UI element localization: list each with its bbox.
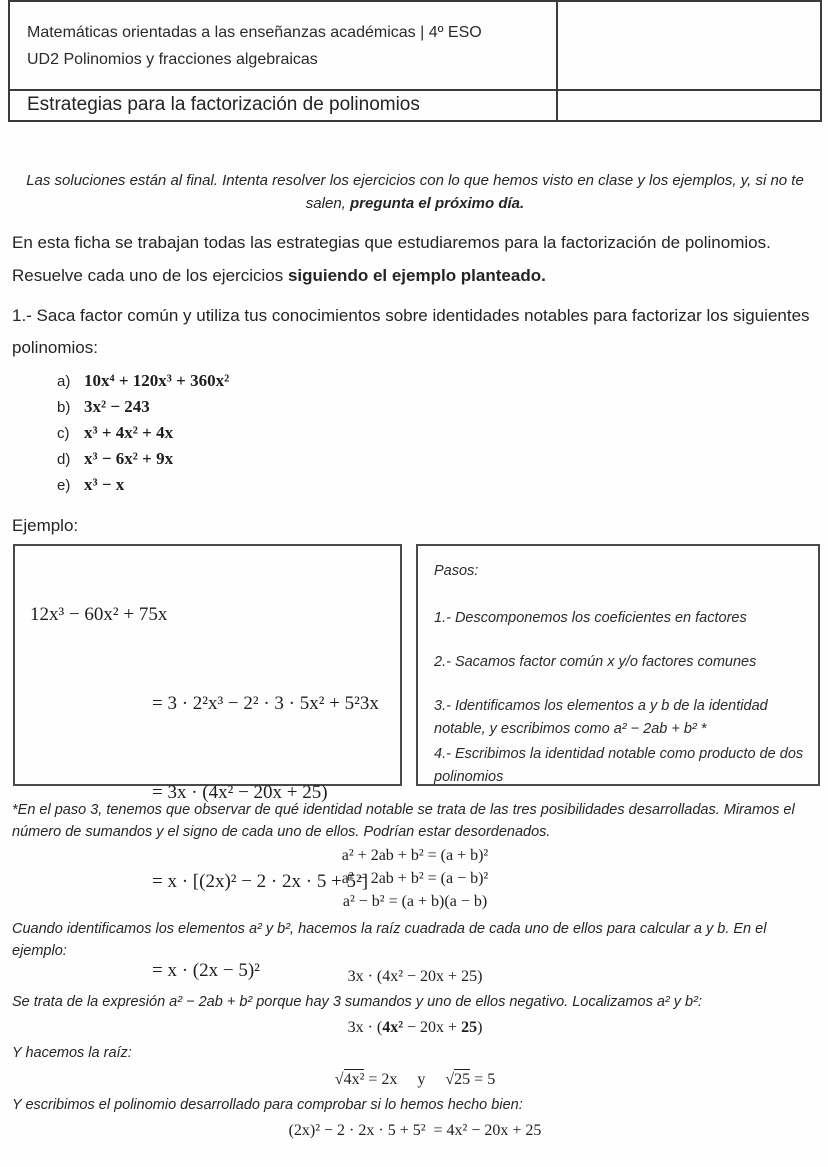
header-table: [8, 0, 822, 122]
footnote-section: [0, 799, 828, 1141]
expression-pre: 3x · (: [347, 1019, 383, 1036]
course-info-cell: [9, 1, 557, 90]
steps-title: Pasos:: [434, 563, 479, 579]
steps-item-1: 1.- Descomponemos los coeficientes en factores: [434, 610, 747, 626]
footnote-paragraph-4: Y hacemos la raíz:: [12, 1045, 132, 1061]
radical-sign: √: [445, 1071, 455, 1088]
worked-example-start: 12x³ − 60x² + 75x: [30, 604, 168, 625]
expression-mid: − 20x +: [403, 1019, 462, 1036]
identity-text: a² − b² = (a + b)(a − b): [342, 893, 488, 910]
page-content: [0, 169, 828, 536]
worked-example-step-3: = x · [(2x)² − 2 · 2x · 5 + 5²]: [152, 871, 369, 892]
header-row-course: [9, 1, 821, 90]
header-logo-cell: [557, 1, 821, 90]
identity-text: a² − 2ab + b² = (a − b)²: [341, 870, 489, 887]
expression-b-squared: 25: [461, 1019, 478, 1036]
expression-text: 3x · (4x² − 20x + 25): [347, 968, 483, 985]
intro-note-bold: pregunta el próximo día.: [350, 195, 525, 212]
root-result-2: = 5: [470, 1071, 496, 1088]
example-label: Ejemplo:: [12, 516, 79, 535]
radicand-4x2: 4x²: [343, 1071, 365, 1088]
header-blank-cell: [557, 90, 821, 121]
description-paragraph: [12, 226, 802, 292]
polynomial-expression: x³ + 4x² + 4x: [84, 423, 174, 442]
steps-box: [416, 544, 820, 786]
exercise-1-list: [57, 371, 818, 501]
conjunction-y: y: [417, 1071, 426, 1088]
polynomial-expression: x³ − 6x² + 9x: [84, 449, 174, 468]
doc-title: Estrategias para la factorización de polinomios: [9, 90, 557, 121]
item-letter: d): [57, 451, 71, 468]
identity-formula-diff: [12, 868, 818, 889]
exercise-item-b: [57, 397, 818, 423]
exercise-1-prompt: 1.- Saca factor común y utiliza tus conocimientos sobre identidades notables para factorizar los siguientes polinomios:: [12, 306, 810, 357]
steps-item-2: 2.- Sacamos factor común x y/o factores comunes: [434, 654, 757, 670]
worked-example-step-4: = x · (2x − 5)²: [152, 960, 260, 981]
polynomial-expression: 10x⁴ + 120x³ + 360x²: [84, 371, 230, 390]
course-line-2: UD2 Polinomios y fracciones algebraicas: [27, 50, 318, 68]
header-row-title: [9, 90, 821, 121]
intro-note: [12, 169, 818, 215]
exercise-item-e: [57, 475, 818, 501]
polynomial-expression: x³ − x: [84, 475, 125, 494]
worked-example-step-1: = 3 · 2²x³ − 2² · 3 · 5x² + 5²3x: [152, 693, 379, 714]
course-line-1: Matemáticas orientadas a las enseñanzas académicas | 4º ESO: [27, 23, 482, 41]
footnote-paragraph-5: Y escribimos el polinomio desarrollado para comprobar si lo hemos hecho bien:: [12, 1097, 523, 1113]
item-letter: a): [57, 373, 71, 390]
item-letter: b): [57, 399, 71, 416]
item-letter: c): [57, 425, 70, 442]
verification-text: (2x)² − 2 · 2x · 5 + 5² = 4x² − 20x + 25: [288, 1122, 542, 1139]
steps-item-4: 4.- Escribimos la identidad notable como producto de dos polinomios: [434, 746, 804, 785]
radical-sign: √: [334, 1071, 344, 1088]
identity-text: a² + 2ab + b² = (a + b)²: [341, 847, 489, 864]
expression-a-squared: 4x²: [382, 1019, 404, 1036]
exercise-item-d: [57, 449, 818, 475]
expression-post: ): [477, 1019, 483, 1036]
square-root-line: [12, 1069, 818, 1090]
item-letter: e): [57, 477, 71, 494]
radicand-25: 25: [454, 1071, 471, 1088]
footnote-paragraph-1: *En el paso 3, tenemos que observar de qué identidad notable se trata de las tres posibilidades desarrolladas. Miramos el número de sumandos y el signo de cada uno de ellos. Podrían estar desordenados.: [12, 802, 795, 840]
exercise-item-c: [57, 423, 818, 449]
footnote-paragraph-3: Se trata de la expresión a² − 2ab + b² porque hay 3 sumandos y uno de ellos negativo. Localizamos a² y b²:: [12, 994, 702, 1010]
description-bold: siguiendo el ejemplo planteado.: [287, 266, 546, 285]
verification-formula: [12, 1120, 818, 1141]
polynomial-expression: 3x² − 243: [84, 397, 150, 416]
steps-item-3: 3.- Identificamos los elementos a y b de la identidad notable, y escribimos como a² − 2ab + b² *: [434, 698, 768, 737]
worked-example-step-2: = 3x · (4x² − 20x + 25): [152, 782, 328, 803]
footnote-paragraph-2: Cuando identificamos los elementos a² y b², hacemos la raíz cuadrada de cada uno de ellos para calcular a y b. En el ejemplo:: [12, 921, 767, 959]
description-text: En esta ficha se trabajan todas las estrategias que estudiaremos para la factorización de polinomios. Resuelve cada uno de los ejercicios: [12, 233, 771, 285]
root-result-1: = 2x: [364, 1071, 398, 1088]
intro-note-text: Las soluciones están al final. Intenta resolver los ejercicios con lo que hemos visto en clase y los ejemplos, y, si no te salen,: [26, 172, 804, 212]
exercise-item-a: [57, 371, 818, 397]
